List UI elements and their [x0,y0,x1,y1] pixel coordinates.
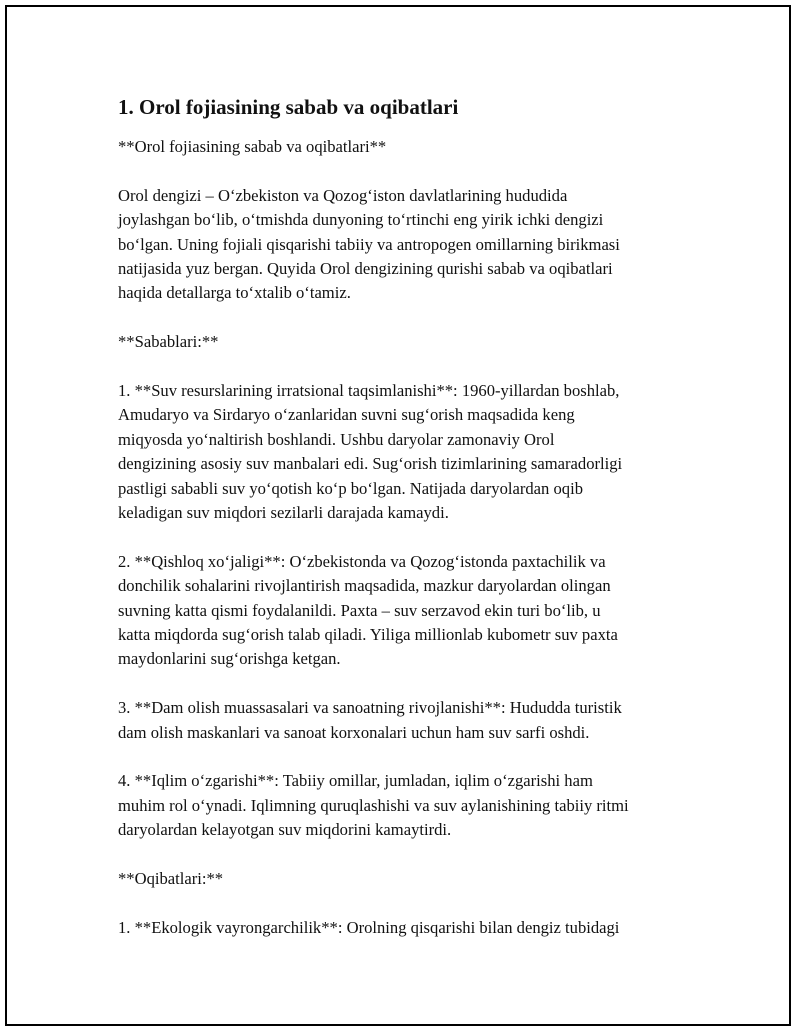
cause-1-line: 1. **Suv resurslarining irratsional taqsimlanishi**: 1960-yillardan boshlab, [118,381,620,401]
cause-3-line: 3. **Dam olish muassasalari va sanoatning rivojlanishi**: Hududda turistik [118,698,622,718]
document-body [118,93,698,965]
intro-line: Orol dengizi – O‘zbekiston va Qozog‘iston davlatlarining hududida [118,185,568,205]
intro-line: bo‘lgan. Uning fojiali qisqarishi tabiiy va antropogen omillarning birikmasi [118,234,620,254]
cause-4-line: 4. **Iqlim o‘zgarishi**: Tabiiy omillar, jumladan, iqlim o‘zgarishi ham [118,771,593,791]
cause-2-line: suvning katta qismi foydalanildi. Paxta – suv serzavod ekin turi bo‘lib, u [118,600,601,620]
cause-2-line: 2. **Qishloq xo‘jaligi**: O‘zbekistonda va Qozog‘istonda paxtachilik va [118,551,606,571]
causes-heading: **Sabablari:** [118,332,219,352]
cause-1-paragraph [118,379,698,525]
intro-line: haqida detallarga to‘xtalib o‘tamiz. [118,283,351,303]
cause-1-line: Amudaryo va Sirdaryo o‘zanlaridan suvni sug‘orish maqsadida keng [118,405,575,425]
cause-4-line: daryolardan kelayotgan suv miqdorini kamaytirdi. [118,820,452,840]
cause-3-paragraph [118,696,698,745]
cause-4-line: muhim rol o‘ynadi. Iqlimning quruqlashishi va suv aylanishining tabiiy ritmi [118,795,629,815]
cause-2-paragraph [118,550,698,672]
intro-line: natijasida yuz bergan. Quyida Orol dengizining qurishi sabab va oqibatlari [118,259,613,279]
cause-1-line: pastligi sababli suv yo‘qotish ko‘p bo‘lgan. Natijada daryolardan oqib [118,478,583,498]
consequence-1-paragraph [118,916,698,940]
intro-line: joylashgan bo‘lib, o‘tmishda dunyoning to‘rtinchi eng yirik ichki dengizi [118,210,604,230]
cause-1-line: dengizining asosiy suv manbalari edi. Sug‘orish tizimlarining samaradorligi [118,454,623,474]
cause-2-line: katta miqdorda sug‘orish talab qiladi. Yiliga millionlab kubometr suv paxta [118,625,618,645]
cause-1-line: miqyosda yo‘naltirish boshlandi. Ushbu daryolar zamonaviy Orol [118,429,555,449]
consequence-1-line: 1. **Ekologik vayrongarchilik**: Orolning qisqarishi bilan dengiz tubidagi [118,917,620,937]
document-subtitle: **Orol fojiasining sabab va oqibatlari** [118,137,387,156]
cause-4-paragraph [118,769,698,842]
consequences-heading: **Oqibatlari:** [118,869,224,889]
cause-2-line: maydonlarini sug‘orishga ketgan. [118,649,341,669]
document-heading: 1. Orol fojiasining sabab va oqibatlari [118,95,459,119]
cause-1-line: keladigan suv miqdori sezilarli darajada kamaydi. [118,503,449,523]
cause-3-line: dam olish maskanlari va sanoat korxonalari uchun ham suv sarfi oshdi. [118,722,590,742]
intro-paragraph [118,184,698,306]
cause-2-line: donchilik sohalarini rivojlantirish maqsadida, mazkur daryolardan olingan [118,576,611,596]
